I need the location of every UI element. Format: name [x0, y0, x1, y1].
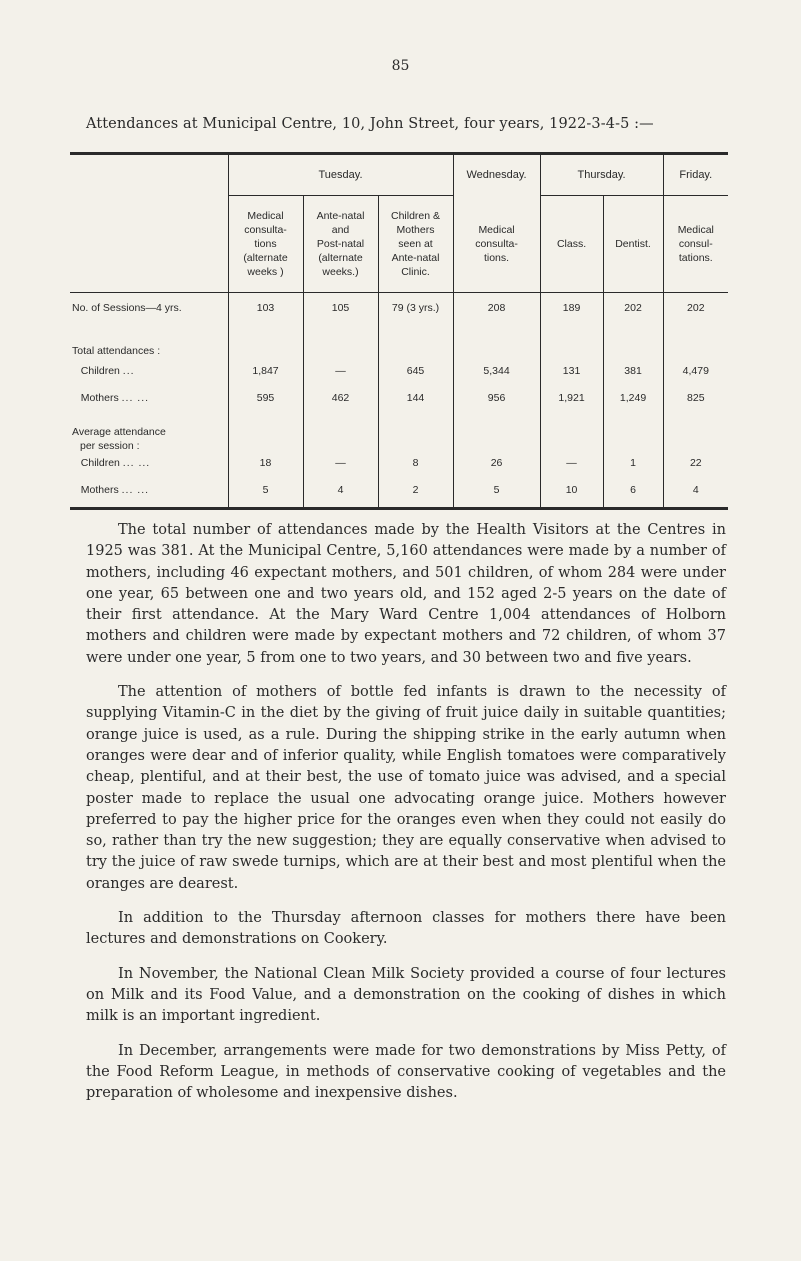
cell: 1,921	[540, 381, 603, 415]
row-sessions	[70, 293, 728, 324]
sub-header-row	[70, 196, 728, 293]
cell: 825	[663, 381, 728, 415]
group-header-row	[70, 155, 728, 196]
cell: 1,249	[603, 381, 663, 415]
subhead-tue-medical: Medical consulta- tions (alternate weeks )	[228, 196, 303, 293]
cell: 208	[453, 293, 540, 324]
cell: 189	[540, 293, 603, 324]
row-total-mothers	[70, 381, 728, 415]
paragraph: The attention of mothers of bottle fed infants is drawn to the necessity of supplying Vitamin-C in the diet by the giving of fruit juice daily in suitable quantities; orange juice is used, as a rule. During the shipping strike in the early autumn when oranges were dear and of inferior quality, while English tomatoes were comparatively cheap, plentiful, and at their best, the use of tomato juice was advised, and a special poster made to replace the usual one advocating orange juice. Mothers however preferred to pay the higher price for the oranges even when they could not easily do so, rather than try the new suggestion; they are equally conservative when advised to try the juice of raw swede turnips, which are at their best and most plentiful when the oranges are dearest.	[86, 684, 726, 892]
row-label: Mothers ... ...	[80, 484, 150, 496]
subhead-tue-antenatal: Ante-natal and Post-natal (alternate weeks.)	[303, 196, 378, 293]
cell: 22	[663, 453, 728, 473]
cell: 595	[228, 381, 303, 415]
cell: 8	[378, 453, 453, 473]
cell: 1	[603, 453, 663, 473]
cell: —	[303, 453, 378, 473]
subhead-thu-class: Class.	[540, 196, 603, 293]
paragraph: In addition to the Thursday afternoon classes for mothers there have been lectures and demonstrations on Cookery.	[86, 910, 726, 948]
paragraph: In November, the National Clean Milk Society provided a course of four lectures on Milk and its Food Value, and a demonstration on the cooking of dishes in which milk is an important ingredient.	[86, 965, 726, 1025]
cell: 1,847	[228, 361, 303, 381]
corner-cell	[70, 155, 228, 196]
cell: 103	[228, 293, 303, 324]
cell: 202	[603, 293, 663, 324]
subhead-wed-medical: Medical consulta- tions.	[453, 196, 540, 293]
row-label: Mothers ... ...	[80, 392, 150, 404]
cell: 202	[663, 293, 728, 324]
cell: 26	[453, 453, 540, 473]
cell: —	[303, 361, 378, 381]
cell: 645	[378, 361, 453, 381]
subhead-tue-children: Children & Mothers seen at Ante-natal Clinic.	[378, 196, 453, 293]
cell: —	[540, 453, 603, 473]
cell: 462	[303, 381, 378, 415]
cell: 4,479	[663, 361, 728, 381]
row-total-heading	[70, 341, 728, 361]
paragraph: In December, arrangements were made for two demonstrations by Miss Petty, of the Food Reform League, in methods of conservative cooking of vegetables and the preparation of wholesome and inexpensive dishes.	[86, 1042, 726, 1102]
row-label: Children ...	[80, 365, 135, 377]
page-number: 85	[391, 58, 410, 74]
corner-cell-2	[70, 196, 228, 293]
row-total-children	[70, 361, 728, 381]
attendance-table	[70, 155, 728, 507]
body-text	[86, 520, 726, 1117]
group-friday: Friday.	[663, 155, 728, 196]
cell: 5	[228, 473, 303, 507]
cell: 2	[378, 473, 453, 507]
cell: 144	[378, 381, 453, 415]
cell: 6	[603, 473, 663, 507]
row-avg-mothers	[70, 473, 728, 507]
cell: 956	[453, 381, 540, 415]
cell: 4	[303, 473, 378, 507]
row-avg-heading	[70, 415, 728, 453]
group-thursday: Thursday.	[540, 155, 663, 196]
cell: 381	[603, 361, 663, 381]
attendance-table-wrapper	[70, 152, 728, 510]
paragraph: The total number of attendances made by the Health Visitors at the Centres in 1925 was 381. At the Municipal Centre, 5,160 attendances were made by a number of mothers, including 46 expectant mothers, and 501 children, of whom 284 were under one year, 65 between one and two years old, and 152 aged 2-5 years on the date of their first attendance. At the Mary Ward Centre 1,004 attendances of Holborn mothers and children were made by expectant mothers and 72 children, of whom 37 were under one year, 5 from one to two years, and 30 between two and five years.	[86, 522, 726, 666]
cell: 10	[540, 473, 603, 507]
bottom-rule	[70, 507, 728, 510]
cell: 5,344	[453, 361, 540, 381]
row-label: No. of Sessions—4 yrs.	[70, 293, 228, 324]
cell: 18	[228, 453, 303, 473]
section-heading: Total attendances :	[72, 345, 161, 357]
cell: 4	[663, 473, 728, 507]
cell: 5	[453, 473, 540, 507]
subhead-thu-dentist: Dentist.	[603, 196, 663, 293]
group-tuesday: Tuesday.	[228, 155, 453, 196]
table-caption: Attendances at Municipal Centre, 10, John Street, four years, 1922-3-4-5 :—	[86, 116, 654, 132]
cell: 79 (3 yrs.)	[378, 293, 453, 324]
row-avg-children	[70, 453, 728, 473]
group-wednesday: Wednesday.	[453, 155, 540, 196]
section-heading: Average attendance per session :	[72, 426, 166, 452]
spacer-row	[70, 323, 728, 341]
cell: 105	[303, 293, 378, 324]
row-label: Children ... ...	[80, 457, 151, 469]
cell: 131	[540, 361, 603, 381]
subhead-fri-medical: Medical consul- tations.	[663, 196, 728, 293]
